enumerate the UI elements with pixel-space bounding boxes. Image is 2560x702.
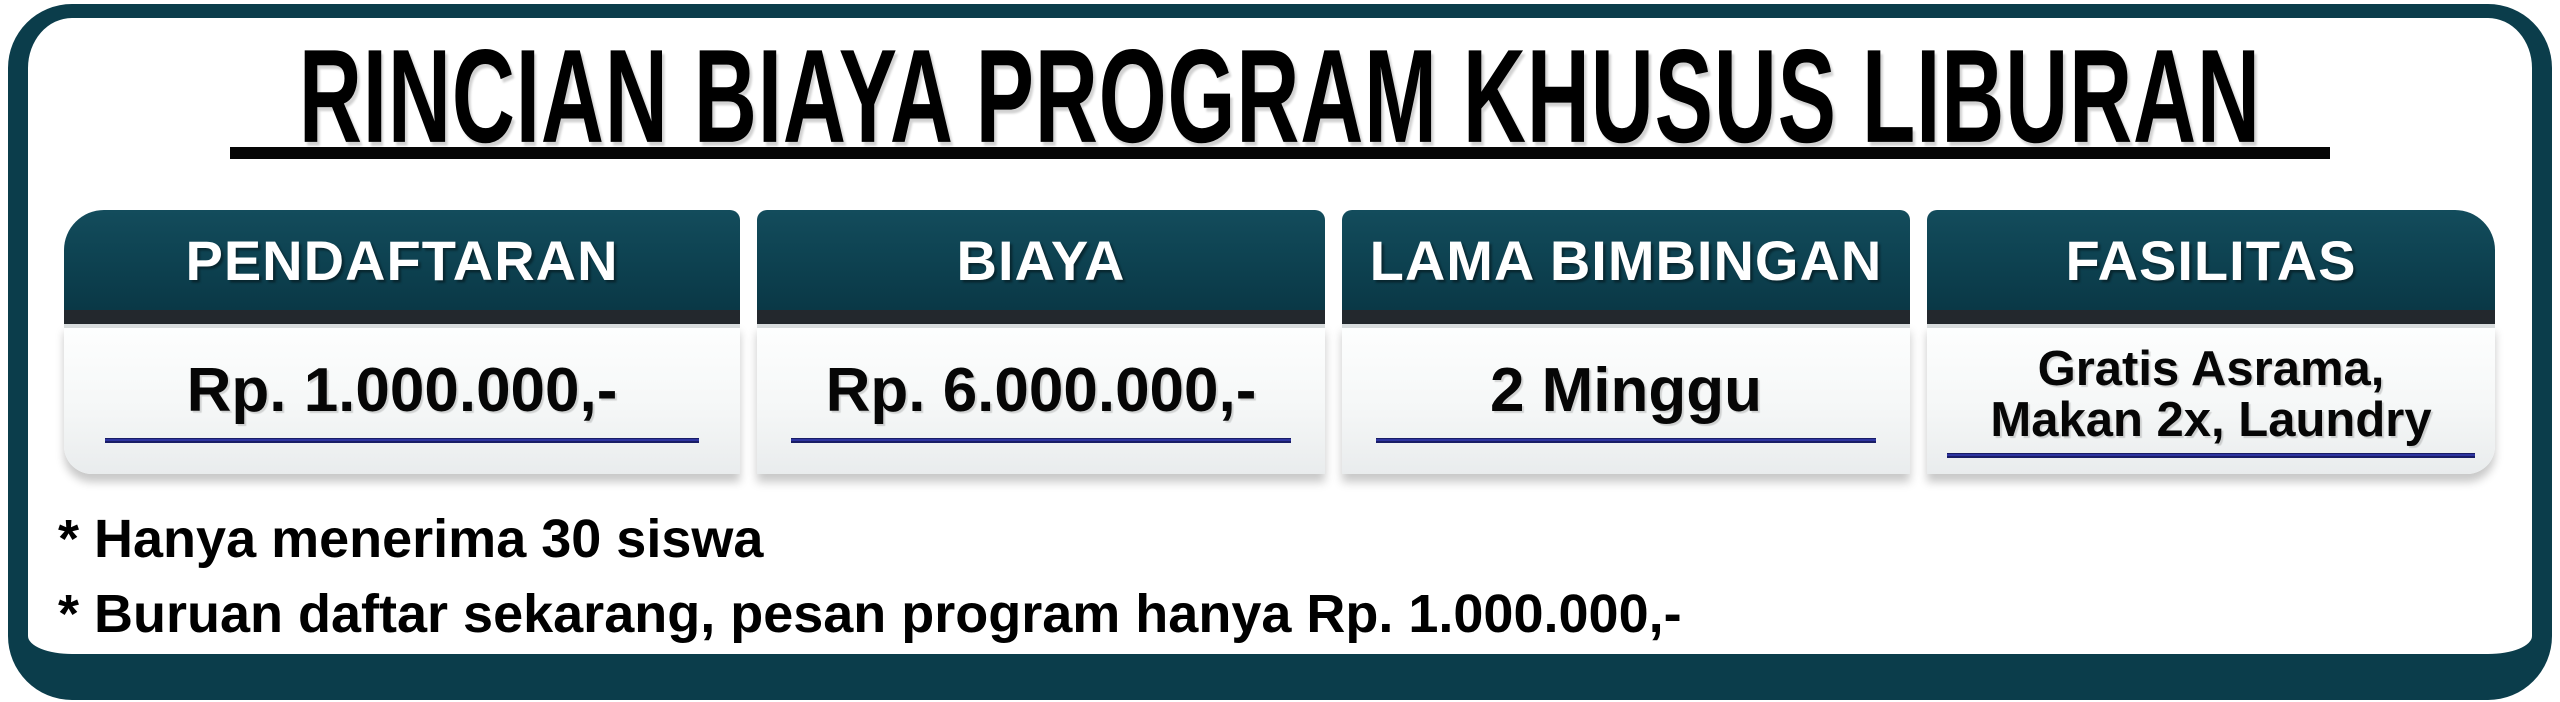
table-column-biaya xyxy=(757,210,1325,474)
column-header-fasilitas xyxy=(1927,210,2495,310)
cell-value: Rp. 1.000.000,- xyxy=(186,356,618,426)
footnote-capacity: * Hanya menerima 30 siswa xyxy=(58,509,764,569)
title-block xyxy=(28,22,2532,180)
value-underline xyxy=(105,438,700,443)
page-title: RINCIAN BIAYA PROGRAM KHUSUS LIBURAN xyxy=(298,22,2262,172)
value-underline xyxy=(791,438,1291,443)
footnote-booking: * Buruan daftar sekarang, pesan program hanya Rp. 1.000.000,- xyxy=(58,583,1682,644)
cell-value-line-2: Makan 2x, Laundry xyxy=(1990,392,2432,447)
footnotes xyxy=(58,502,2532,651)
flyer-frame xyxy=(8,4,2552,700)
column-header-pendaftaran xyxy=(64,210,740,310)
cell-value-line-1: Gratis Asrama, xyxy=(2037,341,2385,396)
table-cell-pendaftaran xyxy=(64,324,740,474)
table-column-fasilitas xyxy=(1927,210,2495,474)
table-cell-biaya xyxy=(757,324,1325,474)
table-column-lama-bimbingan xyxy=(1342,210,1910,474)
column-header-label: FASILITAS xyxy=(2065,228,2357,292)
header-divider-strip xyxy=(64,310,740,324)
column-header-biaya xyxy=(757,210,1325,310)
value-underline xyxy=(1947,453,2475,458)
header-divider-strip xyxy=(1342,310,1910,324)
header-divider-strip xyxy=(757,310,1325,324)
cell-value xyxy=(1990,341,2432,447)
column-header-label: LAMA BIMBINGAN xyxy=(1369,228,1883,292)
header-divider-strip xyxy=(1927,310,2495,324)
table-column-pendaftaran xyxy=(64,210,740,474)
column-header-label: BIAYA xyxy=(956,228,1126,292)
cost-table xyxy=(64,210,2496,474)
table-cell-fasilitas xyxy=(1927,324,2495,474)
column-header-lama-bimbingan xyxy=(1342,210,1910,310)
cell-value: Rp. 6.000.000,- xyxy=(825,356,1257,426)
cell-value: 2 Minggu xyxy=(1489,356,1763,426)
table-cell-lama-bimbingan xyxy=(1342,324,1910,474)
value-underline xyxy=(1376,438,1876,443)
column-header-label: PENDAFTARAN xyxy=(185,228,619,292)
